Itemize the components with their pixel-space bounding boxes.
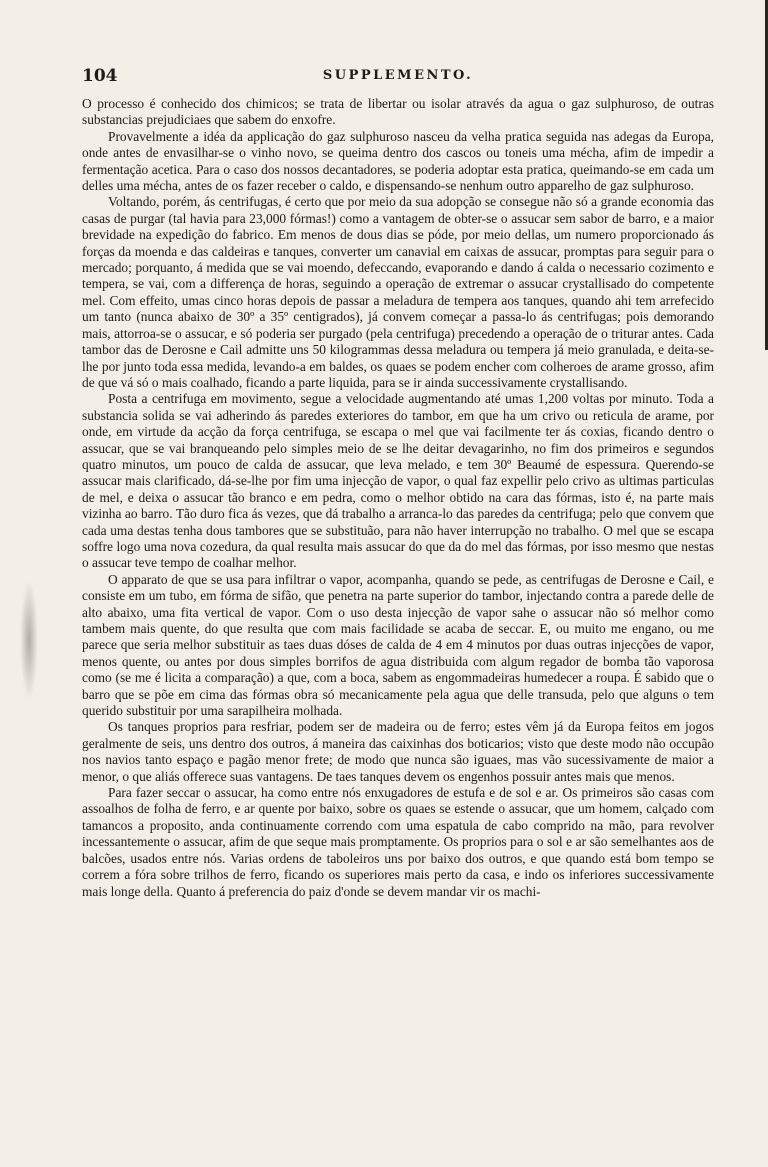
- paragraph: Provavelmente a idéa da applicação do gaz sulphuroso nasceu da velha pratica seguida nas adegas da Europa, onde antes de envasilhar-se o vinho novo, se queima dentro dos cascos ou toneis uma mécha, afim de impedir a fermentação acetica. Para o caso dos nossos decantadores, se poderia adoptar esta pratica, queimando-se em cada um delles uma mécha, antes de os fazer receber o caldo, e dispensando-se nenhum outro apparelho de gaz sulphuroso.: [82, 128, 714, 194]
- paragraph: Posta a centrifuga em movimento, segue a velocidade augmentando até umas 1,200 voltas por minuto. Toda a substancia solida se vai adherindo ás paredes exteriores do tambor, em que ha um crivo ou reticula de arame, por onde, em virtude da acção da força centrifuga, se escapa o mel que vai facilmente ter ás coxias, ficando dentro o assucar, que se vai branqueando pelo simples meio de se lhe deitar devagarinho, no fim dos primeiros e segundos quatro minutos, um pouco de calda de assucar, que leva melado, e tem 30º Beaumé de espessura. Querendo-se assucar mais clarificado, dá-se-lhe por fim uma injecção de vapor, o qual faz expellir pelo crivo as ultimas particulas de mel, e deixa o assucar tão branco e em pedra, como o melhor obtido na cara das fórmas, isto é, na parte mais vizinha ao barro. Tão duro fica ás vezes, que dá trabalho a arranca-lo das paredes da centrifuga; pelo que convem que cada uma destas tenha dous tambores que se substituão, para não haver interrupção no trabalho. O mel que se escapa soffre logo uma nova cozedura, da qual resulta mais assucar do que da do mel das fórmas, por isso mesmo que nestas o assucar teve tempo de coalhar melhor.: [82, 391, 714, 571]
- page-header: [82, 66, 714, 88]
- page-stain: [20, 580, 38, 700]
- paragraph: Para fazer seccar o assucar, ha como entre nós enxugadores de estufa e de sol e ar. Os primeiros são casas com assoalhos de folha de ferro, e ar quente por baixo, sobre os quaes se estende o assucar, que um homem, calçado com tamancos a proposito, anda continuamente correndo com uma espatula de cabo comprido na mão, para revolver incessantemente o assucar, afim de que seque mais promptamente. Os proprios para o sol e ar são semelhantes aos de balcões, usados entre nós. Varias ordens de taboleiros uns por baixo dos outros, e que quando está bom tempo se correm a fóra sobre trilhos de ferro, ficando os superiores mais perto da casa, e indo os inferiores successivamente mais longe della. Quanto á preferencia do paiz d'onde se devem mandar vir os machi-: [82, 785, 714, 899]
- paragraph: O processo é conhecido dos chimicos; se trata de libertar ou isolar através da agua o gaz sulphuroso, de outras substancias prejudiciaes que sabem do enxofre.: [82, 96, 714, 128]
- page-number: 104: [82, 66, 118, 86]
- paragraph: Voltando, porém, ás centrifugas, é certo que por meio da sua adopção se consegue não só a grande economia das casas de purgar (tal havia para 23,000 fórmas!) como a vantagem de obter-se o assucar sem sabor de barro, e a maior brevidade na expedição do fabrico. Em menos de dous dias se póde, por meio dellas, um numero proporcionado ás forças da moenda e das caldeiras e tanques, converter um canavial em caixas de assucar, promptas para seguir para o mercado; porquanto, á medida que se vai moendo, defeccando, evaporando e dando á calda o necessario cozimento e tempera, se vai, com a differença de horas, seguindo a operação de extremar o assucar crystallisado do competente mel. Com effeito, umas cinco horas depois de passar a meladura de tempera aos tanques, quando ahi tem arrefecido um tanto (nunca abaixo de 30º a 35º centigrados), já convem começar a passa-lo ás centrifugas; pois demorando mais, attorroa-se o assucar, e só poderia ser purgado (pela centrifuga) precedendo a operação de o triturar antes. Cada tambor das de Derosne e Cail admitte uns 50 kilogrammas dessa meladura ou tempera já meio granulada, e deita-se-lhe por junto toda essa medida, levando-a em baldes, os quaes se podem encher com colheroes de arame grosso, afim de que vá só o mais coalhado, ficando a parte liquida, para se ir ainda successivamente crystallisando.: [82, 194, 714, 390]
- running-title: SUPPLEMENTO.: [322, 68, 474, 83]
- body-text: [82, 96, 714, 900]
- paragraph: O apparato de que se usa para infiltrar o vapor, acompanha, quando se pede, as centrifugas de Derosne e Cail, e consiste em um tubo, em fórma de sifão, que penetra na parte superior do tambor, injectando contra a parede delle de alto abaixo, uma fita vertical de vapor. Com o uso desta injecção de vapor sahe o assucar não só melhor como tambem mais quente, do que resulta que com mais facilidade se acaba de seccar. E, ou muito me engano, ou me parece que seria melhor substituir as taes duas dóses de calda de 4 em 4 minutos por duas outras injecções de vapor, menos quente, ou antes por dous simples borrifos de agua distribuida com algum regador de bomba tão vaporosa como (se me é licita a comparação) a que, com a boca, sabem as engommadeiras humedecer a roupa. É sabido que o barro que se põe em cima das fórmas obra só mecanicamente pela agua que delle transuda, pelo que alguns o tem querido substituir por uma sarapilheira molhada.: [82, 571, 714, 719]
- paragraph: Os tanques proprios para resfriar, podem ser de madeira ou de ferro; estes vêm já da Europa feitos em jogos geralmente de seis, uns dentro dos outros, á maneira das caixinhas dos boticarios; visto que deste modo não occupão nos navios tanto espaço e pagão menor frete; de modo que nunca são iguaes, mas vão sucessivamente de maior a menor, o que aliás offerece suas vantagens. De taes tanques devem os engenhos possuir antes mais que menos.: [82, 719, 714, 784]
